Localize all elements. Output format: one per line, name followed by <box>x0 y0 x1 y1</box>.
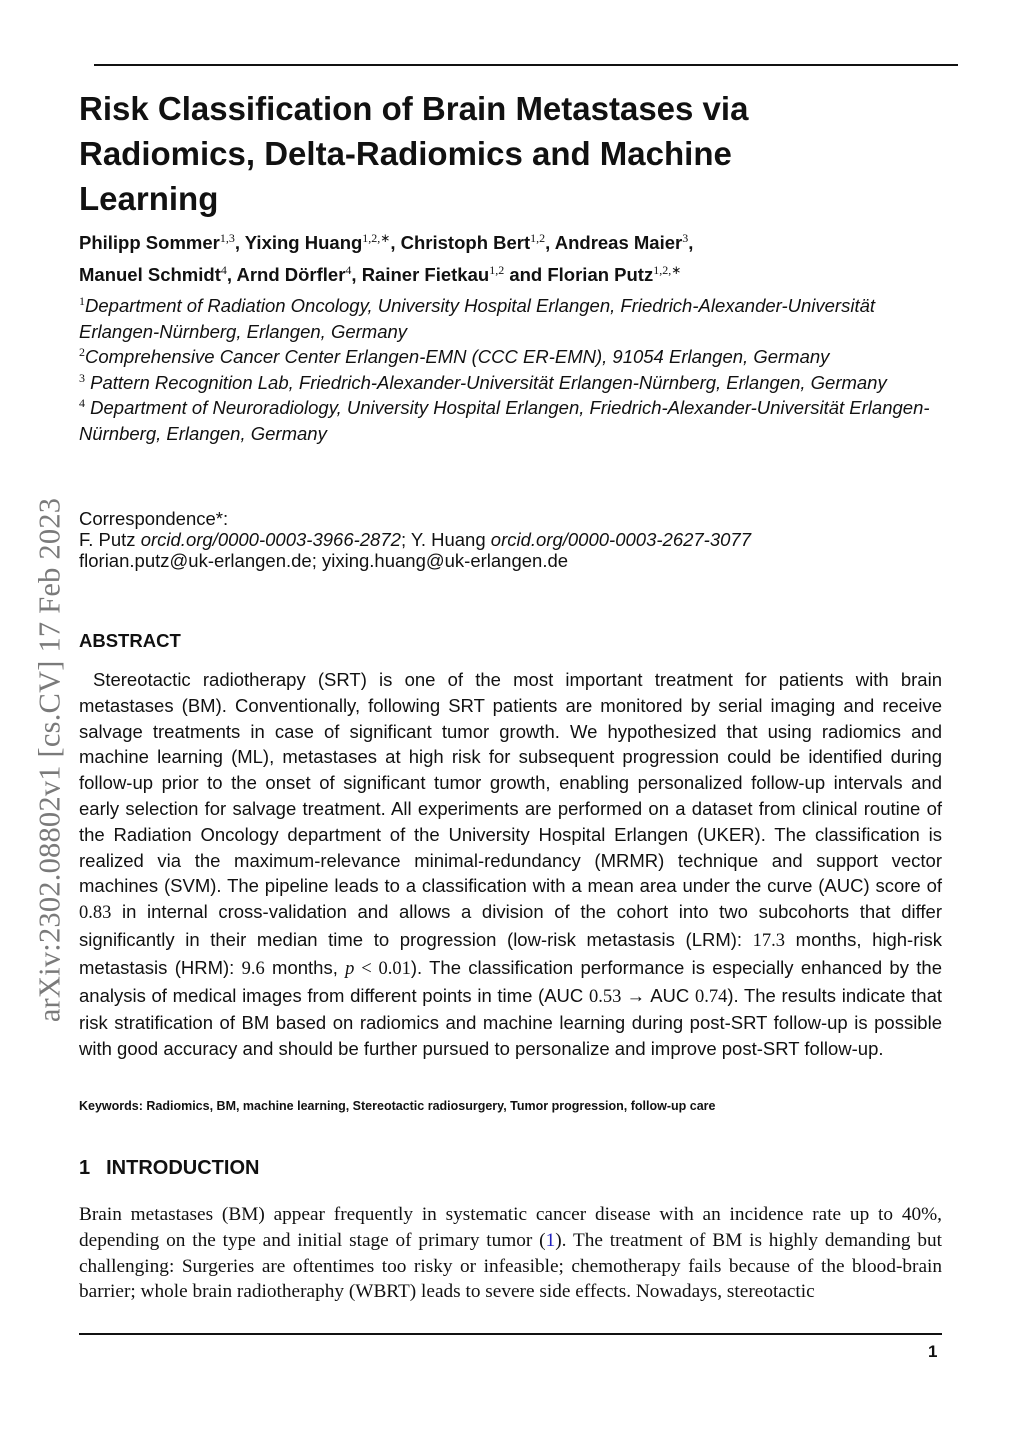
author: Arnd Dörfler$^4$, <box>236 263 362 285</box>
citation-link[interactable]: 1 <box>545 1229 556 1251</box>
top-rule <box>94 64 958 66</box>
abstract-text: Stereotactic radiotherapy (SRT) is one of the most important treatment for patients with brain metastases (BM). Conventionally, following SRT patients are monitored by serial imaging and receive salvage treatments in case of significant tumor growth. We hypothesized that using radiomics and machine learning (ML), metastases at high risk for subsequent progression could be identified during follow-up prior to the onset of significant tumor growth, enabling personalized follow-up intervals and early selection for salvage treatment. All experiments are performed on a dataset from clinical routine of the Radiation Oncology department of the University Hospital Erlangen (UKER). The classification is realized via the maximum-relevance minimal-redundancy (MRMR) technique and support vector machines (SVM). The pipeline leads to a classification with a mean area under the curve (AUC) score of 0.83 in internal cross-validation and allows a division of the cohort into two subcohorts that differ significantly in their median time to progression (low-risk metastasis (LRM): 17.3 months, high-risk metastasis (HRM): 9.6 months, p < 0.01). The classification performance is especially enhanced by the analysis of medical images from different points in time (AUC 0.53 → AUC 0.74). The results indicate that risk stratification of BM based on radiomics and machine learning during post-SRT follow-up is possible with good accuracy and should be further pursued to personalize and improve post-SRT follow-up. <box>79 669 943 1060</box>
author: Rainer Fietkau$^{1,2}$ and <box>361 263 548 285</box>
huang-orcid-link[interactable]: orcid.org/0000-0003-2627-3077 <box>490 529 752 550</box>
author: Philipp Sommer$^{1,3}$, <box>79 231 245 253</box>
affiliation-item: $^4$ Department of Neuroradiology, University Hospital Erlangen, Friedrich-Alexander-Universität Erlangen-Nürnberg, Erlangen, Germany <box>79 396 930 444</box>
section-heading-introduction: 1 INTRODUCTION <box>79 1157 260 1179</box>
paper-title: Risk Classification of Brain Metastases via Radiomics, Delta-Radiomics and Machine Learning <box>79 90 749 217</box>
arxiv-identifier: arXiv:2302.08802v1 [cs.CV] 17 Feb 2023 <box>32 497 67 1023</box>
putz-orcid-link[interactable]: orcid.org/0000-0003-3966-2872 <box>140 529 401 550</box>
keywords-line: Keywords: Radiomics, BM, machine learning, Stereotactic radiosurgery, Tumor progression, follow-up care <box>79 1099 716 1113</box>
author-list <box>79 227 939 291</box>
affiliations <box>79 293 939 447</box>
bottom-rule <box>79 1333 942 1335</box>
author: Yixing Huang$^{1,2,∗}$, <box>244 231 401 253</box>
affiliation-item: $^3$ Pattern Recognition Lab, Friedrich-Alexander-Universität Erlangen-Nürnberg, Erlangen, Germany <box>79 370 887 393</box>
affiliation-item: $^1$Department of Radiation Oncology, University Hospital Erlangen, Friedrich-Alexander-Universität Erlangen-Nürnberg, Erlangen, Germany <box>79 294 876 342</box>
page-number: 1 <box>928 1342 938 1361</box>
affiliation-item: $^2$Comprehensive Cancer Center Erlangen-EMN (CCC ER-EMN), 91054 Erlangen, Germany <box>79 345 830 368</box>
introduction-text: Brain metastases (BM) appear frequently in systematic cancer disease with an incidence rate up to 40%, depending on the type and initial stage of primary tumor (1). The treatment of BM is highly demanding but challenging: Surgeries are oftentimes too risky or infeasible; chemotherapy fails because of the blood-brain barrier; whole brain radiotheraphy (WBRT) leads to severe side effects. Nowadays, stereotactic <box>79 1204 942 1303</box>
correspondence-label: Correspondence*: <box>79 508 229 529</box>
author: Manuel Schmidt$^4$, <box>79 263 237 285</box>
author: Christoph Bert$^{1,2}$, <box>400 231 555 253</box>
abstract-heading: ABSTRACT <box>79 630 181 651</box>
correspondence-block <box>79 508 939 571</box>
correspondence-emails[interactable]: florian.putz@uk-erlangen.de; yixing.huang@uk-erlangen.de <box>79 550 569 571</box>
author: Florian Putz$^{1,2,∗}$ <box>547 263 682 285</box>
author: Andreas Maier$^3$, <box>554 231 694 253</box>
correspondence-orcids: F. Putz orcid.org/0000-0003-3966-2872; Y. Huang orcid.org/0000-0003-2627-3077 <box>79 529 752 550</box>
